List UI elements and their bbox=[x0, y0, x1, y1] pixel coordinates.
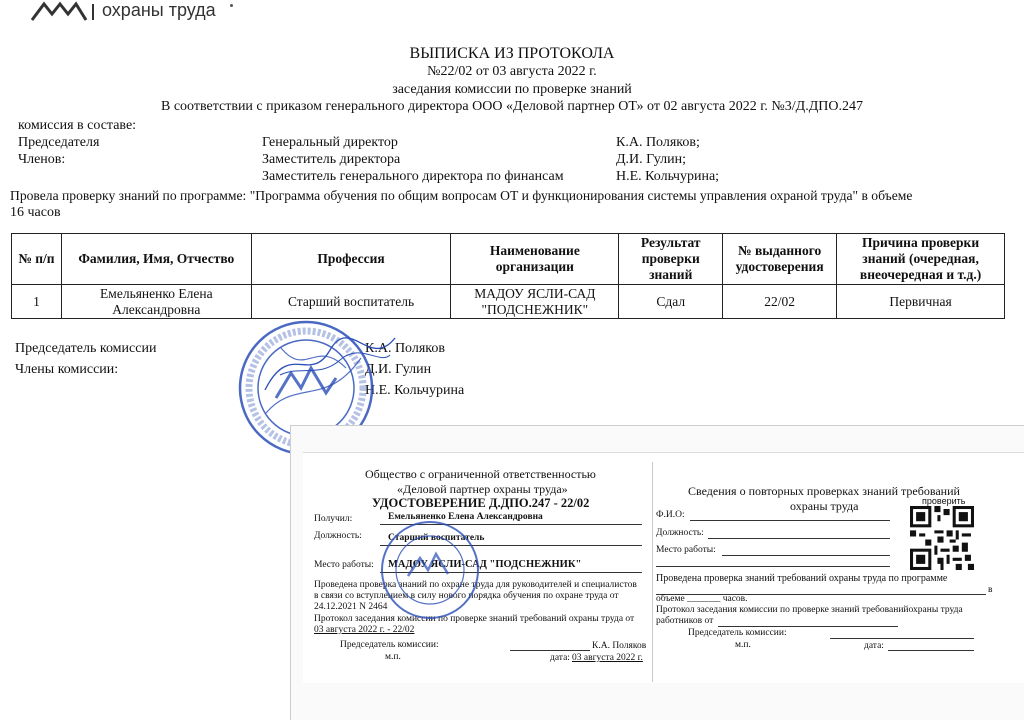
repeat-workers-line[interactable] bbox=[718, 626, 898, 627]
member-signature-name: Н.Е. Кольчурина bbox=[365, 383, 465, 398]
repeat-text: Проведена проверка знаний требований охраны труда по программе bbox=[656, 573, 948, 584]
cert-date-value: 03 августа 2022 г. bbox=[572, 653, 643, 663]
column-header: Причина проверки знаний (очередная, внеочередная и т.д.) bbox=[837, 234, 1005, 285]
results-table bbox=[11, 233, 1005, 319]
chair-name: К.А. Поляков bbox=[365, 341, 446, 356]
member-position: Заместитель директора bbox=[262, 152, 401, 167]
cert-text: Протокол заседания комиссии по проверке знаний требований охраны труда от bbox=[314, 614, 635, 624]
member-position: Генеральный директор bbox=[262, 135, 398, 150]
member-role: Членов: bbox=[18, 152, 66, 167]
column-header: Профессия bbox=[251, 234, 451, 285]
logo-text: охраны труда bbox=[102, 0, 216, 20]
company-logo-icon bbox=[30, 0, 88, 22]
cert-workplace-label: Место работы: bbox=[314, 560, 374, 570]
program-hours: 16 часов bbox=[10, 205, 61, 220]
cert-chair-label: Председатель комиссии: bbox=[340, 640, 439, 650]
member-name: К.А. Поляков; bbox=[616, 135, 700, 150]
cert-position-value: Старший воспитатель bbox=[388, 533, 485, 543]
logo-separator bbox=[92, 4, 94, 20]
column-header: № п/п bbox=[12, 234, 62, 285]
repeat-position-line[interactable] bbox=[708, 538, 890, 539]
cert-org-line: Общество с ограниченной ответственностью bbox=[365, 467, 596, 481]
repeat-workplace-line[interactable] bbox=[722, 555, 890, 556]
repeat-protocol: Протокол заседания комиссии по проверке знаний требованийохраны труда bbox=[656, 605, 963, 615]
program-line: Провела проверку знаний по программе: "Программа обучения по общим вопросам ОТ и функционирования системы управления охраной труда" в объеме bbox=[10, 188, 913, 203]
cert-text: Проведена проверка знаний по охране труда для руководителей и специалистов bbox=[314, 580, 637, 590]
repeat-title: Сведения о повторных проверках знаний требований bbox=[688, 484, 960, 498]
repeat-workplace-label: Место работы: bbox=[656, 545, 716, 555]
column-header: Результат проверки знаний bbox=[619, 234, 723, 285]
member-name: Н.Е. Кольчурина; bbox=[616, 169, 720, 184]
protocol-number-date: №22/02 от 03 августа 2022 г. bbox=[427, 64, 597, 79]
repeat-date-line[interactable] bbox=[888, 650, 974, 651]
cert-title: УДОСТОВЕРЕНИЕ Д.ДПО.247 - 22/02 bbox=[372, 496, 590, 510]
certificate-fold bbox=[652, 462, 653, 682]
repeat-fio-line[interactable] bbox=[690, 520, 890, 521]
column-header: Наименование организации bbox=[451, 234, 619, 285]
repeat-fio-label: Ф.И.О: bbox=[656, 510, 685, 520]
protocol-subtitle: заседания комиссии по проверке знаний bbox=[392, 82, 632, 97]
cert-protocol-date: 03 августа 2022 г. - 22/02 bbox=[314, 625, 415, 635]
table-cell: Первичная bbox=[837, 285, 1005, 319]
repeat-workers: работников от bbox=[656, 616, 714, 626]
repeat-date-label: дата: bbox=[864, 641, 884, 651]
table-cell: 1 bbox=[12, 285, 62, 319]
table-cell: Старший воспитатель bbox=[251, 285, 451, 319]
table-row bbox=[12, 285, 1005, 319]
cert-chair-name: К.А. Поляков bbox=[592, 641, 647, 651]
repeat-extra-line[interactable] bbox=[656, 566, 890, 567]
member-role: Председателя bbox=[18, 135, 100, 150]
table-cell: 22/02 bbox=[723, 285, 837, 319]
cert-mp: м.п. bbox=[385, 652, 401, 662]
repeat-mp: м.п. bbox=[735, 640, 751, 650]
member-position: Заместитель генерального директора по финансам bbox=[262, 169, 564, 184]
protocol-basis: В соответствии с приказом генерального директора ООО «Деловой партнер ОТ» от 02 августа 2022 г. №3/Д.ДПО.247 bbox=[160, 99, 863, 114]
cert-org-line: «Деловой партнер охраны труда» bbox=[397, 482, 568, 496]
repeat-volume: объеме _______ часов. bbox=[656, 594, 748, 604]
table-cell: Сдал bbox=[619, 285, 723, 319]
table-cell: Емельяненко Елена Александровна bbox=[61, 285, 251, 319]
commission-label: комиссия в составе: bbox=[18, 118, 137, 133]
repeat-signature-line[interactable] bbox=[830, 638, 974, 639]
members-label: Члены комиссии: bbox=[15, 362, 119, 377]
member-name: Д.И. Гулин; bbox=[616, 152, 686, 167]
cert-date-label: дата: bbox=[550, 653, 570, 663]
column-header: Фамилия, Имя, Отчество bbox=[61, 234, 251, 285]
scan-speck bbox=[230, 4, 233, 7]
table-cell: МАДОУ ЯСЛИ-САД "ПОДСНЕЖНИК" bbox=[451, 285, 619, 319]
cert-signature-line bbox=[510, 650, 590, 651]
member-signature-name: Д.И. Гулин bbox=[365, 362, 432, 377]
qr-code-icon[interactable] bbox=[910, 506, 974, 570]
repeat-title: охраны труда bbox=[790, 499, 859, 513]
cert-workplace-value: МАДОУ ЯСЛИ-САД "ПОДСНЕЖНИК" bbox=[388, 559, 582, 570]
repeat-in: в bbox=[988, 585, 993, 595]
signature-scribble bbox=[260, 330, 400, 400]
cert-received-value: Емельяненко Елена Александровна bbox=[388, 512, 543, 522]
cert-received-label: Получил: bbox=[314, 514, 353, 524]
cert-text: в связи со вступлением в силу нового порядка обучения по охране труда от bbox=[314, 591, 619, 601]
column-header: № выданного удостоверения bbox=[723, 234, 837, 285]
protocol-title: ВЫПИСКА ИЗ ПРОТОКОЛА bbox=[409, 45, 615, 62]
table-header-row bbox=[12, 234, 1005, 285]
chair-label: Председатель комиссии bbox=[15, 341, 157, 356]
qr-check-label[interactable]: проверить bbox=[922, 496, 966, 506]
cert-position-label: Должность: bbox=[314, 531, 362, 541]
repeat-chair-label: Председатель комиссии: bbox=[688, 628, 787, 638]
cert-text: 24.12.2021 N 2464 bbox=[314, 602, 388, 612]
repeat-position-label: Должность: bbox=[656, 528, 704, 538]
